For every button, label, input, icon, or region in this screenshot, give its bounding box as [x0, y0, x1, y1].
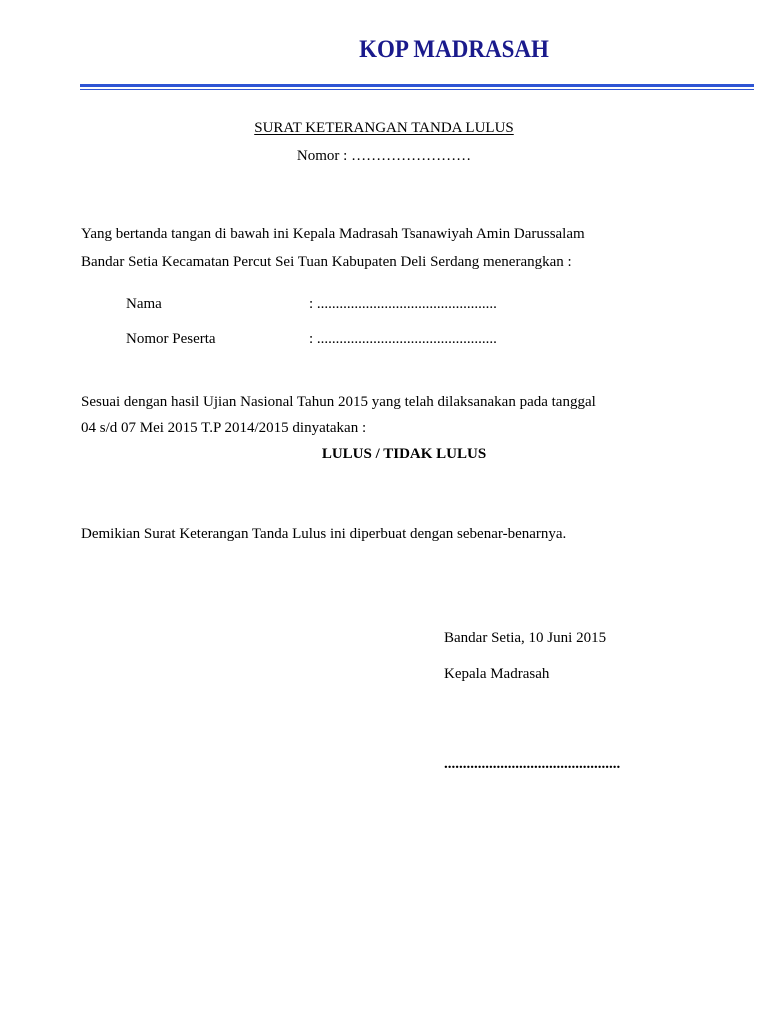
field-label-nomor-peserta: Nomor Peserta	[126, 331, 216, 347]
document-number: Nomor : ……………………	[296, 148, 472, 164]
signature-name-line: ...............................................	[444, 756, 621, 772]
result-line-2: 04 s/d 07 Mei 2015 T.P 2014/2015 dinyatakan :	[81, 420, 367, 436]
letterhead-rule-thin	[80, 89, 754, 90]
document-title	[0, 118, 768, 138]
field-value-nama: : ................................................	[309, 296, 497, 312]
intro-line-1: Yang bertanda tangan di bawah ini Kepala Madrasah Tsanawiyah Amin Darussalam	[81, 226, 585, 242]
letterhead-title: KOP MADRASAH	[359, 36, 549, 63]
signature-place-date: Bandar Setia, 10 Juni 2015	[444, 630, 607, 646]
closing-text: Demikian Surat Keterangan Tanda Lulus ini diperbuat dengan sebenar-benarnya.	[81, 526, 567, 542]
signature-position: Kepala Madrasah	[444, 666, 550, 682]
letterhead-rule-thick	[80, 84, 754, 87]
field-value-nomor-peserta: : ................................................	[309, 331, 497, 347]
intro-line-2: Bandar Setia Kecamatan Percut Sei Tuan Kabupaten Deli Serdang menerangkan :	[81, 254, 572, 270]
result-line-1: Sesuai dengan hasil Ujian Nasional Tahun 2015 yang telah dilaksanakan pada tanggal	[81, 394, 596, 410]
field-label-nama: Nama	[126, 296, 162, 312]
verdict-text: LULUS / TIDAK LULUS	[321, 446, 487, 462]
document-title-text: SURAT KETERANGAN TANDA LULUS	[254, 120, 514, 136]
